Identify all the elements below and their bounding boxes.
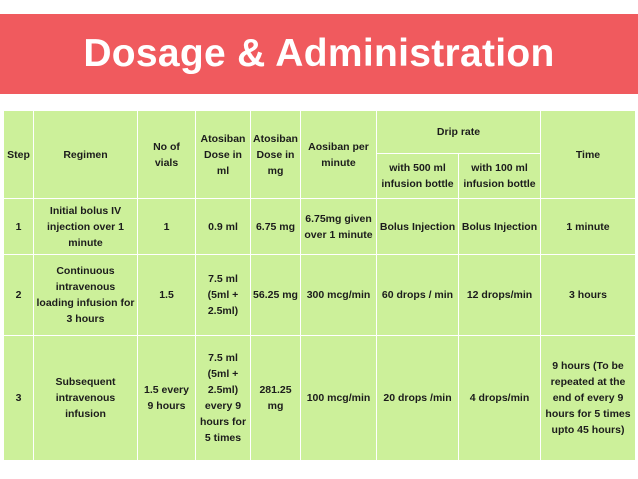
cell-drip-100: 4 drops/min <box>459 336 541 461</box>
table-row <box>4 336 636 461</box>
cell-dose-mg: 281.25 mg <box>251 336 301 461</box>
header-vials: No of vials <box>138 111 196 199</box>
header-drip-rate: Drip rate <box>377 111 541 154</box>
cell-step: 2 <box>4 255 34 336</box>
cell-time: 3 hours <box>541 255 636 336</box>
cell-dose-ml: 0.9 ml <box>196 199 251 255</box>
header-per-minute: Aosiban per minute <box>301 111 377 199</box>
cell-step: 1 <box>4 199 34 255</box>
cell-drip-500: Bolus Injection <box>377 199 459 255</box>
cell-per-minute: 300 mcg/min <box>301 255 377 336</box>
cell-drip-100: 12 drops/min <box>459 255 541 336</box>
table-row <box>4 199 636 255</box>
slide-title: Dosage & Administration <box>83 32 555 75</box>
dosage-table-container <box>3 110 635 461</box>
header-step: Step <box>4 111 34 199</box>
cell-dose-mg: 6.75 mg <box>251 199 301 255</box>
cell-vials: 1.5 every 9 hours <box>138 336 196 461</box>
cell-per-minute: 100 mcg/min <box>301 336 377 461</box>
cell-vials: 1.5 <box>138 255 196 336</box>
cell-dose-ml: 7.5 ml (5ml + 2.5ml) <box>196 255 251 336</box>
title-banner <box>0 14 638 94</box>
dosage-table <box>3 110 636 461</box>
cell-vials: 1 <box>138 199 196 255</box>
header-drip-100: with 100 ml infusion bottle <box>459 154 541 199</box>
cell-per-minute: 6.75mg given over 1 minute <box>301 199 377 255</box>
cell-regimen: Initial bolus IV injection over 1 minute <box>34 199 138 255</box>
header-drip-500: with 500 ml infusion bottle <box>377 154 459 199</box>
cell-drip-500: 60 drops / min <box>377 255 459 336</box>
cell-time: 1 minute <box>541 199 636 255</box>
cell-dose-mg: 56.25 mg <box>251 255 301 336</box>
table-header-row <box>4 111 636 154</box>
header-dose-ml: Atosiban Dose in ml <box>196 111 251 199</box>
cell-regimen: Subsequent intravenous infusion <box>34 336 138 461</box>
cell-drip-500: 20 drops /min <box>377 336 459 461</box>
cell-regimen: Continuous intravenous loading infusion for 3 hours <box>34 255 138 336</box>
header-regimen: Regimen <box>34 111 138 199</box>
cell-time: 9 hours (To be repeated at the end of every 9 hours for 5 times upto 45 hours) <box>541 336 636 461</box>
cell-step: 3 <box>4 336 34 461</box>
cell-dose-ml: 7.5 ml (5ml + 2.5ml) every 9 hours for 5 times <box>196 336 251 461</box>
header-dose-mg: Atosiban Dose in mg <box>251 111 301 199</box>
cell-drip-100: Bolus Injection <box>459 199 541 255</box>
header-time: Time <box>541 111 636 199</box>
table-row <box>4 255 636 336</box>
